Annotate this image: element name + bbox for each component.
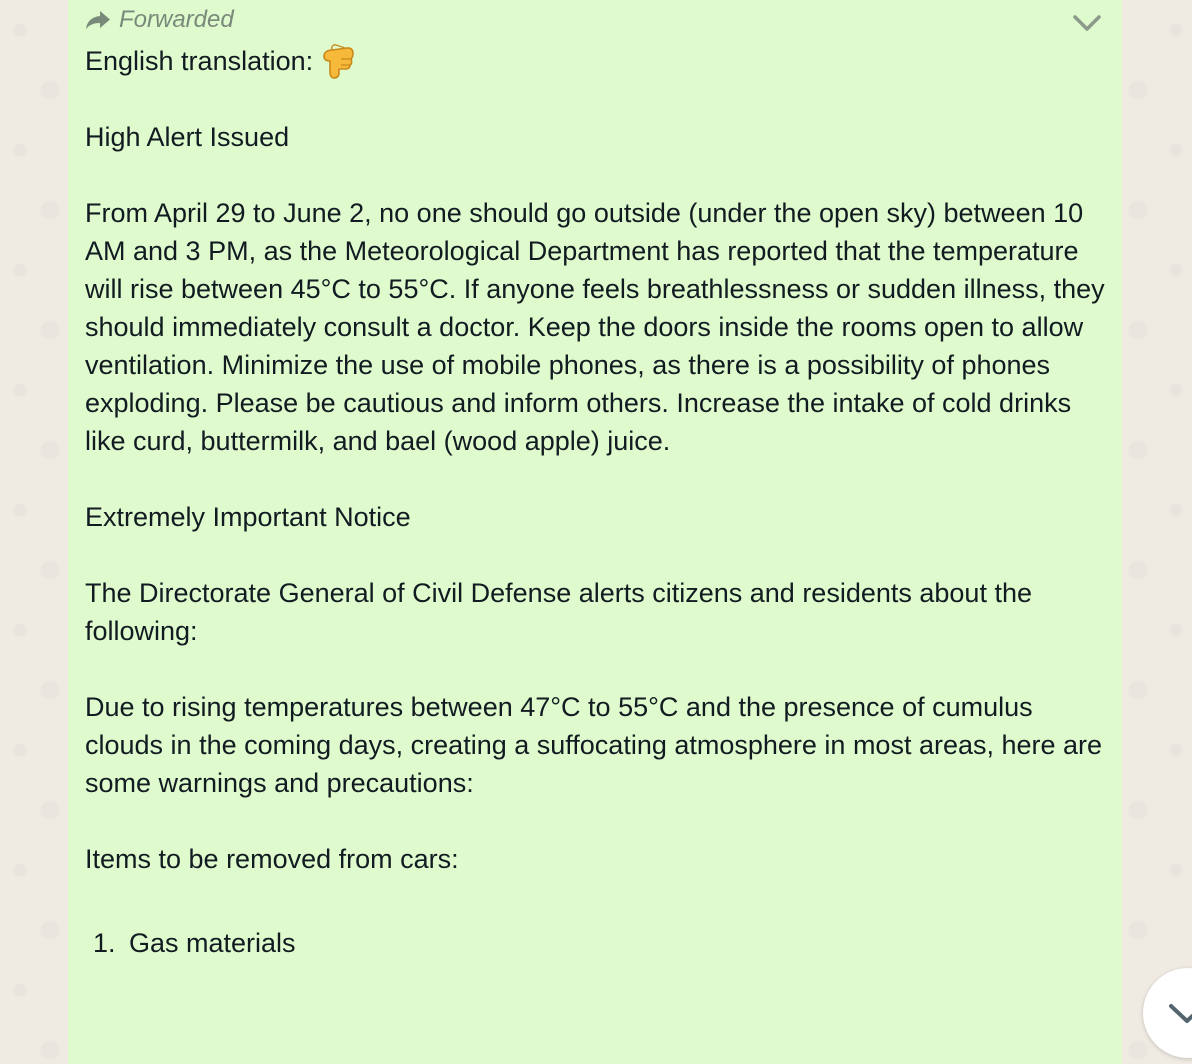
message-text [85, 42, 1115, 962]
forward-arrow-icon [85, 10, 111, 30]
heading-important-notice: Extremely Important Notice [85, 502, 411, 532]
list-item-number: 1. [93, 928, 116, 958]
list-item [85, 924, 1115, 962]
forwarded-label [85, 6, 234, 34]
intro-line [85, 42, 1115, 80]
paragraph-temperature-warning: Due to rising temperatures between 47°C to 55°C and the presence of cumulus clouds in the coming days, creating a suffocating atmosphere in most areas, here are some warnings and precautions: [85, 692, 1103, 798]
message-bubble[interactable] [68, 0, 1122, 1064]
heading-high-alert: High Alert Issued [85, 122, 290, 152]
forwarded-text: Forwarded [119, 6, 234, 33]
chevron-down-icon [1165, 998, 1192, 1028]
paragraph-civil-defense: The Directorate General of Civil Defense alerts citizens and residents about the following: [85, 578, 1032, 646]
intro-text: English translation: [85, 46, 314, 76]
scroll-to-bottom-button[interactable] [1143, 968, 1192, 1058]
paragraph-items-removed: Items to be removed from cars: [85, 844, 459, 874]
list-item-text: Gas materials [129, 928, 296, 958]
paragraph-alert-details: From April 29 to June 2, no one should go outside (under the open sky) between 10 AM and 3 PM, as the Meteorological Department has reported that the temperature will rise between 45°C to 55°C. If anyone feels breathlessness or sudden illness, they should immediately consult a doctor. Keep the doors inside the rooms open to allow ventilation. Minimize the use of mobile phones, as there is a possibility of phones exploding. Please be cautious and inform others. Increase the intake of cold drinks like curd, buttermilk, and bael (wood apple) juice. [85, 198, 1105, 456]
chevron-down-icon[interactable] [1070, 10, 1104, 36]
pointing-down-emoji-icon [321, 42, 355, 80]
